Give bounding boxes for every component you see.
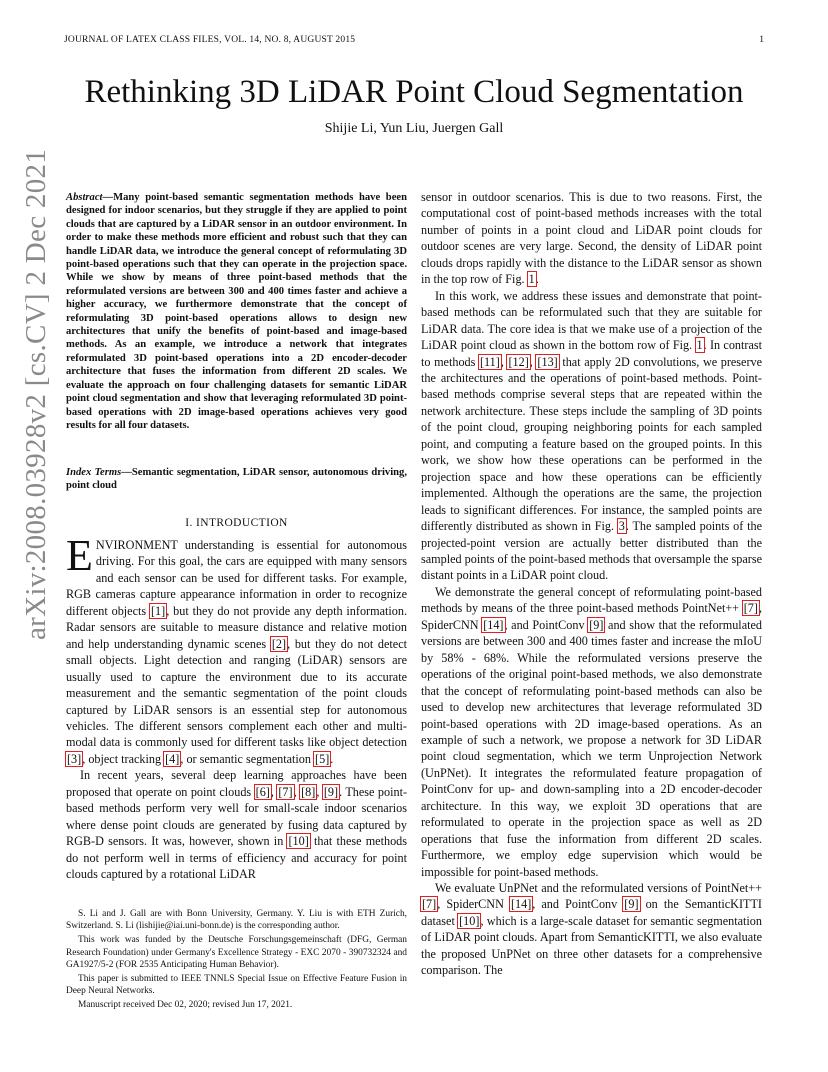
index-terms-label: Index Terms xyxy=(66,467,122,478)
citation-link[interactable]: [4] xyxy=(165,751,180,766)
right-paragraph-1: In this work, we address these issues and demonstrate that point-based methods can be reformulated such that they are suitable for LiDAR data. The core idea is that we make use of a projection of the LiDAR point cloud as shown in the bottom row of Fig. 1. In contrast to methods [11], [12], [13] that apply 2D convolutions, we preserve the architectures and the operations of point-based methods. Point-based methods comprise several steps that are repeated within the network architecture. These steps include the sampling of 3D points of the point cloud, grouping neighboring points for each sampled point, and computing a feature based on the grouped points. In this work, we show how these operations can be performed in the projection space and how these operations can be efficiently implemented. Although the operations are the same, the projection leads to significant differences. For instance, the sampled points are differently distributed as shown in Fig. 3. The sampled points of the projected-point version are actually better distributed than the sampled points of the point-based methods that oversample the sparse distant points in a LiDAR point cloud. xyxy=(421,288,763,583)
citation-link[interactable]: [6] xyxy=(255,784,270,799)
citation-link[interactable]: [11] xyxy=(479,354,500,369)
footnote: Manuscript received Dec 02, 2020; revised Jun 17, 2021. xyxy=(78,1000,293,1011)
citation-link[interactable]: [13] xyxy=(537,354,558,369)
footnote: This work was funded by the Deutsche Forschungsgemeinschaft (DFG, German Research Foundation) under Germany's Excellence Strategy - EXC 2070 - 390732324 and GA1927/5-2 (FOR 2535 Anticipating Human Behavior). xyxy=(66,935,407,970)
intro-paragraph-1: ENVIRONMENT understanding is essential for autonomous driving. For this goal, the cars are equipped with many sensors and each sensor can be used for different tasks. For example, RGB cameras capture appearance information in order to recognize different objects [1], but they do not provide any depth information. Radar sensors are suitable to measure distance and relative motion and help understanding dynamic scenes [2], but they do not detect small objects. Light detection and ranging (LiDAR) sensors are usually used to capture the environment due to its accurate measurement and the semantic segmentation of the point clouds captured by LiDAR sensors is an essential step for autonomous vehicles. The different sensors complement each other and multi-modal data is commonly used for different tasks like object detection [3], object tracking [4], or semantic segmentation [5]. xyxy=(66,531,407,766)
citation-link[interactable]: [7] xyxy=(743,601,758,616)
citation-link[interactable]: [14] xyxy=(483,617,504,632)
index-terms-text: —Semantic segmentation, LiDAR sensor, autonomous driving, point cloud xyxy=(66,467,407,492)
paper-title: Rethinking 3D LiDAR Point Cloud Segmentation xyxy=(84,74,744,110)
right-column-text xyxy=(421,189,762,979)
footnote: S. Li and J. Gall are with Bonn University, Germany. Y. Liu is with ETH Zurich, Switzerland. S. Li (lishijie@iai.uni-bonn.de) is the corresponding author. xyxy=(66,909,407,932)
running-header: JOURNAL OF LATEX CLASS FILES, VOL. 14, NO. 8, AUGUST 2015 xyxy=(64,35,356,45)
introduction-text xyxy=(66,531,408,883)
abstract xyxy=(66,191,407,432)
figure-link[interactable]: 1 xyxy=(528,272,535,287)
citation-link[interactable]: [8] xyxy=(301,784,316,799)
citation-link[interactable]: [14] xyxy=(510,897,532,912)
abstract-label: Abstract xyxy=(66,192,103,203)
citation-link[interactable]: [3] xyxy=(67,751,82,766)
right-paragraph-0: sensor in outdoor scenarios. This is due to two reasons. First, the computational cost of point-based methods increases with the total number of points in a point cloud and LiDAR point clouds for outdoor scenes are very large. Second, the density of LiDAR point clouds drops rapidly with the distance to the LiDAR sensor as shown in the top row of Fig. 1. xyxy=(421,190,762,287)
right-paragraph-3: We evaluate UnPNet and the reformulated versions of PointNet++ [7], SpiderCNN [14], and PointConv [9] on the SemanticKITTI dataset [10], which is a large-scale dataset for semantic segmentation of LiDAR point clouds. Apart from SemanticKITTI, we also evaluate the proposed UnPNet on three other datasets for a comprehensive comparison. The xyxy=(421,881,762,978)
section-heading: I. INTRODUCTION xyxy=(185,517,288,529)
citation-link[interactable]: [10] xyxy=(288,834,309,849)
footnote: This paper is submitted to IEEE TNNLS Special Issue on Effective Feature Fusion in Deep Neural Networks. xyxy=(66,974,407,997)
citation-link[interactable]: [7] xyxy=(278,784,293,799)
paper-authors: Shijie Li, Yun Liu, Juergen Gall xyxy=(324,121,504,136)
citation-link[interactable]: [1] xyxy=(151,603,166,618)
arxiv-stamp: arXiv:2008.03928v2 [cs.CV] 2 Dec 2021 xyxy=(20,148,52,640)
footnotes xyxy=(66,908,407,1014)
figure-link[interactable]: 1 xyxy=(696,338,703,353)
drop-cap: E xyxy=(66,531,93,580)
right-paragraph-2: We demonstrate the general concept of reformulating point-based methods by means of the three point-based methods PointNet++ [7], SpiderCNN [14], and PointConv [9] and show that the reformulated versions are between 300 and 400 times faster and increase the mIoU by 58% - 68%. While the reformulated versions preserve the operations of the original point-based methods, we also demonstrate that the concept of reformulating point-based methods can also be used to develop new architectures that leverage reformulated 3D point-based operations with 2D image-based operations. As an example of such a network, we propose a network for 3D LiDAR point cloud segmentation, which we term Unprojection Network (UnPNet). It integrates the reformulated feature propagation of PointConv for up- and down-sampling into a 2D encoder-decoder architecture. In this way, we exploit 3D operations that are reformulated to operate in the projection space as well as 2D operations that fuse the information from different 2D scales. Furthermore, we employ edge supervision which would be impossible for point-based methods. xyxy=(421,584,762,879)
citation-link[interactable]: [2] xyxy=(271,636,287,651)
page-number: 1 xyxy=(759,35,764,45)
citation-link[interactable]: [9] xyxy=(323,784,339,799)
citation-link[interactable]: [9] xyxy=(624,897,639,912)
intro-paragraph-2: In recent years, several deep learning approaches have been proposed that operate on point clouds [6], [7], [8], [9]. These point-based methods perform very well for small-scale indoor scenarios where dense point clouds are generated by fusing data captured by RGB-D sensors. It was, however, shown in [10] that these methods do not perform well in terms of efficiency and accuracy for point clouds captured by a rotational LiDAR xyxy=(66,768,408,882)
citation-link[interactable]: [5] xyxy=(315,751,330,766)
index-terms xyxy=(66,466,407,493)
figure-link[interactable]: 3 xyxy=(618,519,625,534)
citation-link[interactable]: [10] xyxy=(459,913,480,928)
abstract-text: —Many point-based semantic segmentation methods have been designed for indoor scenarios, but they struggle if they are applied to point clouds that are captured by a LiDAR sensor in an outdoor environment. In order to make these methods more efficient and robust such that they can handle LiDAR data, we introduce the general concept of reformulating 3D point-based operations such that they can operate in the projection space. While we show by means of three point-based methods that the reformulated versions are between 300 and 400 times faster and achieve a higher accuracy, we furthermore demonstrate that the concept of reformulating 3D point-based operations allows to design new architectures that unify the benefits of point-based and image-based methods. As an example, we introduce a network that integrates reformulated 3D point-based operations into a 2D encoder-decoder architecture that fuses the information from different 2D scales. We evaluate the approach on four challenging datasets for semantic LiDAR point cloud segmentation and show that leveraging reformulated 3D point-based operations with 2D image-based operations achieves very good results for all four datasets. xyxy=(66,192,407,431)
citation-link[interactable]: [12] xyxy=(508,354,529,369)
citation-link[interactable]: [9] xyxy=(589,617,604,632)
citation-link[interactable]: [7] xyxy=(422,897,437,912)
